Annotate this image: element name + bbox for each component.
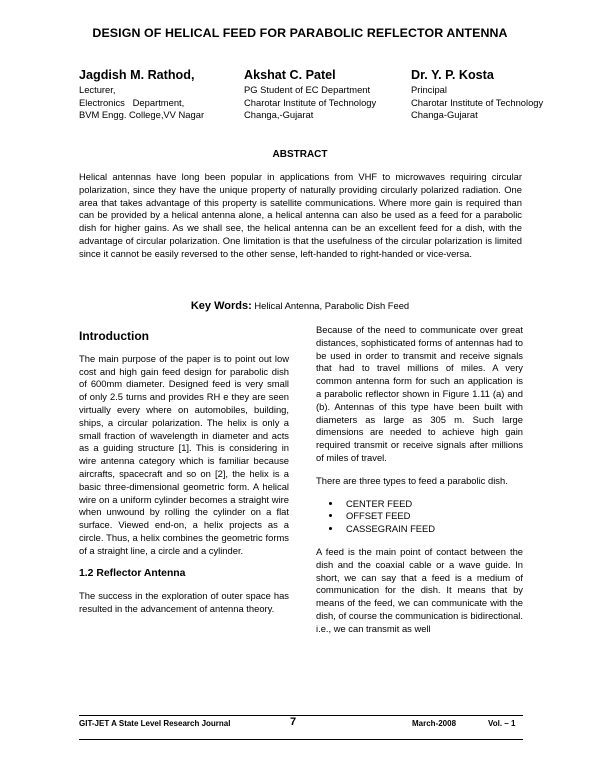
feed-types-list [316,498,523,536]
footer-page-number: 7 [290,716,297,728]
abstract-text: Helical antennas have long been popular in applications from VHF to microwaves requiring circular polarization, since they have the unique property of naturally providing circularly polarized radiation. One area that takes advantage of this property is satellite communications. Where more gain is required than can be provided by a helical antenna alone, a helical antenna can also be used as a feed for a parabolic dish for higher gains. As we shall see, the helical antenna can be an excellent feed for a dish, with the advantage of circular polarization. One limitation is that the usefulness of the circular polarization is limited since it cannot be easily reversed to the other sense, left-handed to right-handed or vice-versa. [79,171,522,259]
introduction-paragraph: The main purpose of the paper is to point out low cost and high gain feed design for parabolic dish of 600mm diameter. Designed feed is very small of only 2.5 turns and provides RH e they are seen virtually every where on automobiles, building, ships, a circular polarization. The helix is only a small fraction of wavelength in diameter and acts as a guiding structure [1]. This is considering in wire antenna category which is familiar because aircrafts, spacecraft and so on [2], the helix is a basic three-dimensional geometric form. A helical wire on a uniform cylinder becomes a straight wire when unwound by rolling the cylinder on a flat surface. Viewed end-on, a helix projects as a circle. Thus, a helix combines the geometric forms of a straight line, a circle and a cylinder. [79,352,289,556]
footer-journal: GIT-JET A State Level Research Journal [79,719,231,728]
list-item: • CENTER FEED [342,498,523,511]
author-name: Jagdish M. Rathod, [79,68,195,82]
footer-volume: Vol. – 1 [488,719,516,728]
author-block-patel [244,67,376,122]
introduction-heading: Introduction [79,329,149,343]
author-block-kosta [411,67,543,122]
footer-date: March-2008 [412,719,457,728]
author-name: Akshat C. Patel [244,68,336,82]
author-name: Dr. Y. P. Kosta [411,68,494,82]
right-paragraph-1: Because of the need to communicate over great distances, sophisticated forms of antennas had to be used in order to transmit and receive signals that had to travel millions of miles. A very common antenna form for such an application is a parabolic reflector shown in Figure 1.11 (a) and (b). Antennas of this type have been built with diameters as large as 305 m. Such large dimensions are needed to achieve high gain required transmit or receive signals after millions of miles of travel. [316,324,523,463]
right-column [316,324,523,646]
author-affiliation-line: Charotar Institute of Technology [244,96,377,108]
right-paragraph-3: A feed is the main point of contact between the dish and the coaxial cable or a wave guide. In short, we can say that a feed is a medium of communication for the dish. It means that by means of the feed, we can communicate with the dish, of course the communication is bidirectional. i.e., we can transmit as well [316,545,523,634]
author-affiliation-line: Charotar Institute of Technology [411,96,544,108]
author-block-rathod [79,67,204,122]
author-affiliation-line: PG Student of EC Department [244,84,371,95]
abstract-heading: ABSTRACT [272,149,328,160]
author-affiliation-line: Electronics Department, [79,96,185,108]
reflector-antenna-heading: 1.2 Reflector Antenna [79,567,186,579]
paper-title: DESIGN OF HELICAL FEED FOR PARABOLIC REFLECTOR ANTENNA [92,26,508,40]
author-affiliation-line: Changa-Gujarat [411,109,478,121]
keywords-line [0,300,600,312]
footer-divider-bottom [79,739,523,740]
author-affiliation-line: Lecturer, [79,84,116,95]
keywords-text: Helical Antenna, Parabolic Dish Feed [254,300,410,311]
right-paragraph-2: There are three types to feed a parabolic dish. [316,474,508,486]
footer-divider-top [79,715,523,716]
author-affiliation-line: Changa,-Gujarat [244,109,314,121]
left-column [79,324,289,626]
author-affiliation-line: BVM Engg. College,VV Nagar [79,109,205,121]
reflector-paragraph: The success in the exploration of outer space has resulted in the advancement of antenna theory. [79,590,289,615]
author-affiliation-line: Principal [411,84,447,95]
list-item: • CASSEGRAIN FEED [342,523,523,536]
list-item: • OFFSET FEED [342,510,523,523]
keywords-label: Key Words: [190,300,252,312]
